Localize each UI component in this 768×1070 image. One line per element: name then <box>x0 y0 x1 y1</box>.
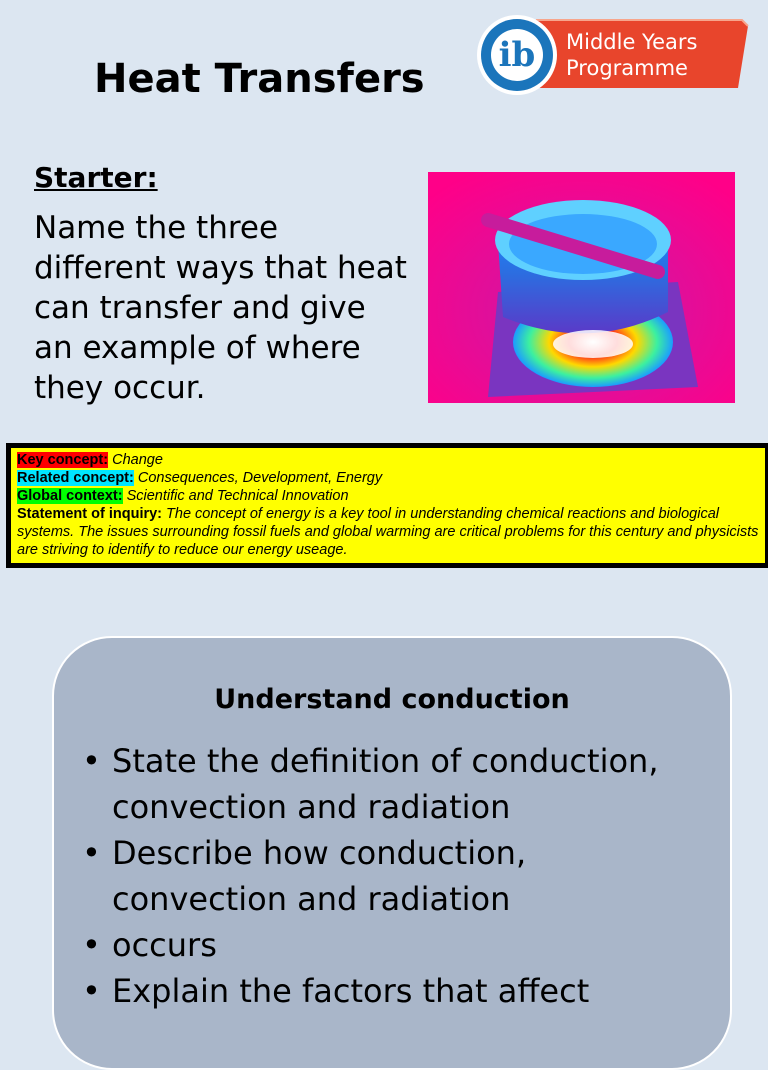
bullet-icon: • <box>82 972 101 1010</box>
ib-myp-logo <box>476 14 752 96</box>
key-concept-value: Change <box>108 452 163 468</box>
bullet-icon: • <box>82 742 101 780</box>
key-concept-line <box>17 451 759 469</box>
objective-item: • occurs <box>82 922 692 968</box>
related-concept-line <box>17 469 759 487</box>
bullet-icon: • <box>82 834 101 872</box>
global-context-value: Scientific and Technical Innovation <box>122 488 349 504</box>
inquiry-label: Statement of inquiry: <box>17 506 163 522</box>
bullet-icon: • <box>82 926 101 964</box>
learning-objectives-panel <box>52 636 732 1070</box>
objectives-title: Understand conduction <box>214 684 570 715</box>
related-concept-label: Related concept: <box>17 470 134 486</box>
objective-item: • Explain the factors that affect <box>82 968 692 1014</box>
objective-item: • State the definition of conduction, convection and radiation <box>82 738 692 830</box>
logo-line2: Programme <box>566 56 688 80</box>
objective-item: • Describe how conduction, convection and radiation <box>82 830 692 922</box>
global-context-line <box>17 487 759 505</box>
inquiry-line <box>17 505 759 559</box>
ib-mark: ib <box>498 35 536 75</box>
thermal-image <box>428 172 735 403</box>
objectives-list <box>82 738 692 1014</box>
global-context-label: Global context: <box>17 488 123 504</box>
related-concept-value: Consequences, Development, Energy <box>133 470 383 486</box>
slide-title: Heat Transfers <box>94 56 425 102</box>
starter-question: Name the three different ways that heat can transfer and give an example of where they occur. <box>34 210 407 406</box>
starter-label: Starter: <box>34 161 158 194</box>
logo-line1: Middle Years <box>566 30 698 54</box>
inquiry-value: The concept of energy is a key tool in understanding chemical reactions and biological systems. The issues surrounding fossil fuels and global warming are critical problems for this century and physicists are striving to identify to reduce our energy useage. <box>17 506 759 558</box>
key-concept-label: Key concept: <box>17 452 109 468</box>
inquiry-info-box <box>6 443 768 568</box>
